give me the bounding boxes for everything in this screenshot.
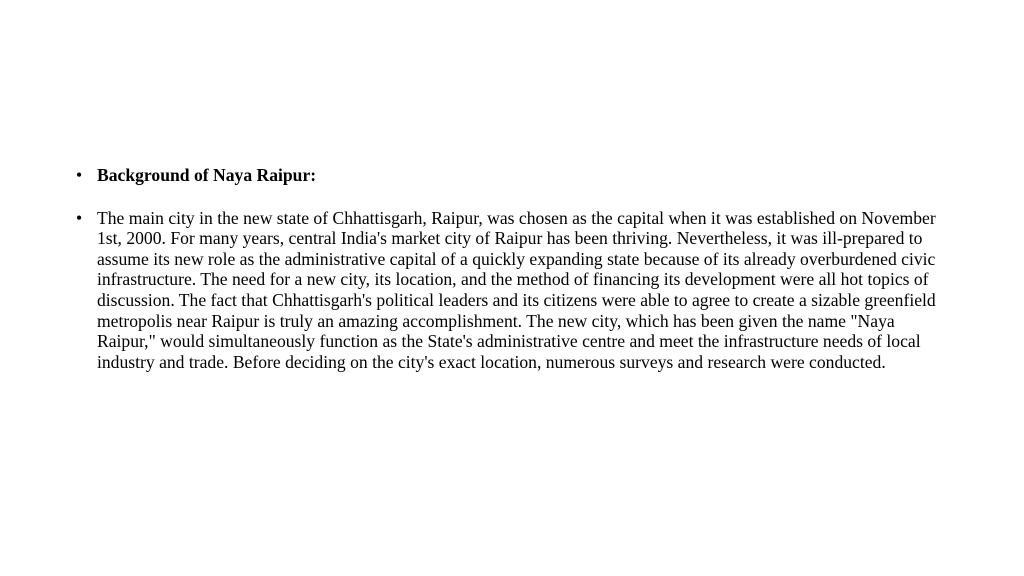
bullet-body [76, 208, 946, 373]
bullet-dot-icon: • [76, 207, 83, 228]
body-paragraph: The main city in the new state of Chhattisgarh, Raipur, was chosen as the capital when it was established on November 1st, 2000. For many years, central India's market city of Raipur has been thriving. Nevertheless, it was ill-prepared to assume its new role as the administrative capital of a quickly expanding state because of its already overburdened civic infrastructure. The need for a new city, its location, and the method of financing its development were all hot topics of discussion. The fact that Chhattisgarh's political leaders and its citizens were able to agree to create a sizable greenfield metropolis near Raipur is truly an amazing accomplishment. The new city, which has been given the name "Naya Raipur," would simultaneously function as the State's administrative centre and meet the infrastructure needs of local industry and trade. Before deciding on the city's exact location, numerous surveys and research were conducted. [97, 207, 936, 372]
bullet-heading [76, 165, 946, 186]
bullet-list [76, 165, 946, 372]
section-heading: Background of Naya Raipur: [97, 165, 317, 185]
bullet-dot-icon: • [76, 165, 83, 185]
